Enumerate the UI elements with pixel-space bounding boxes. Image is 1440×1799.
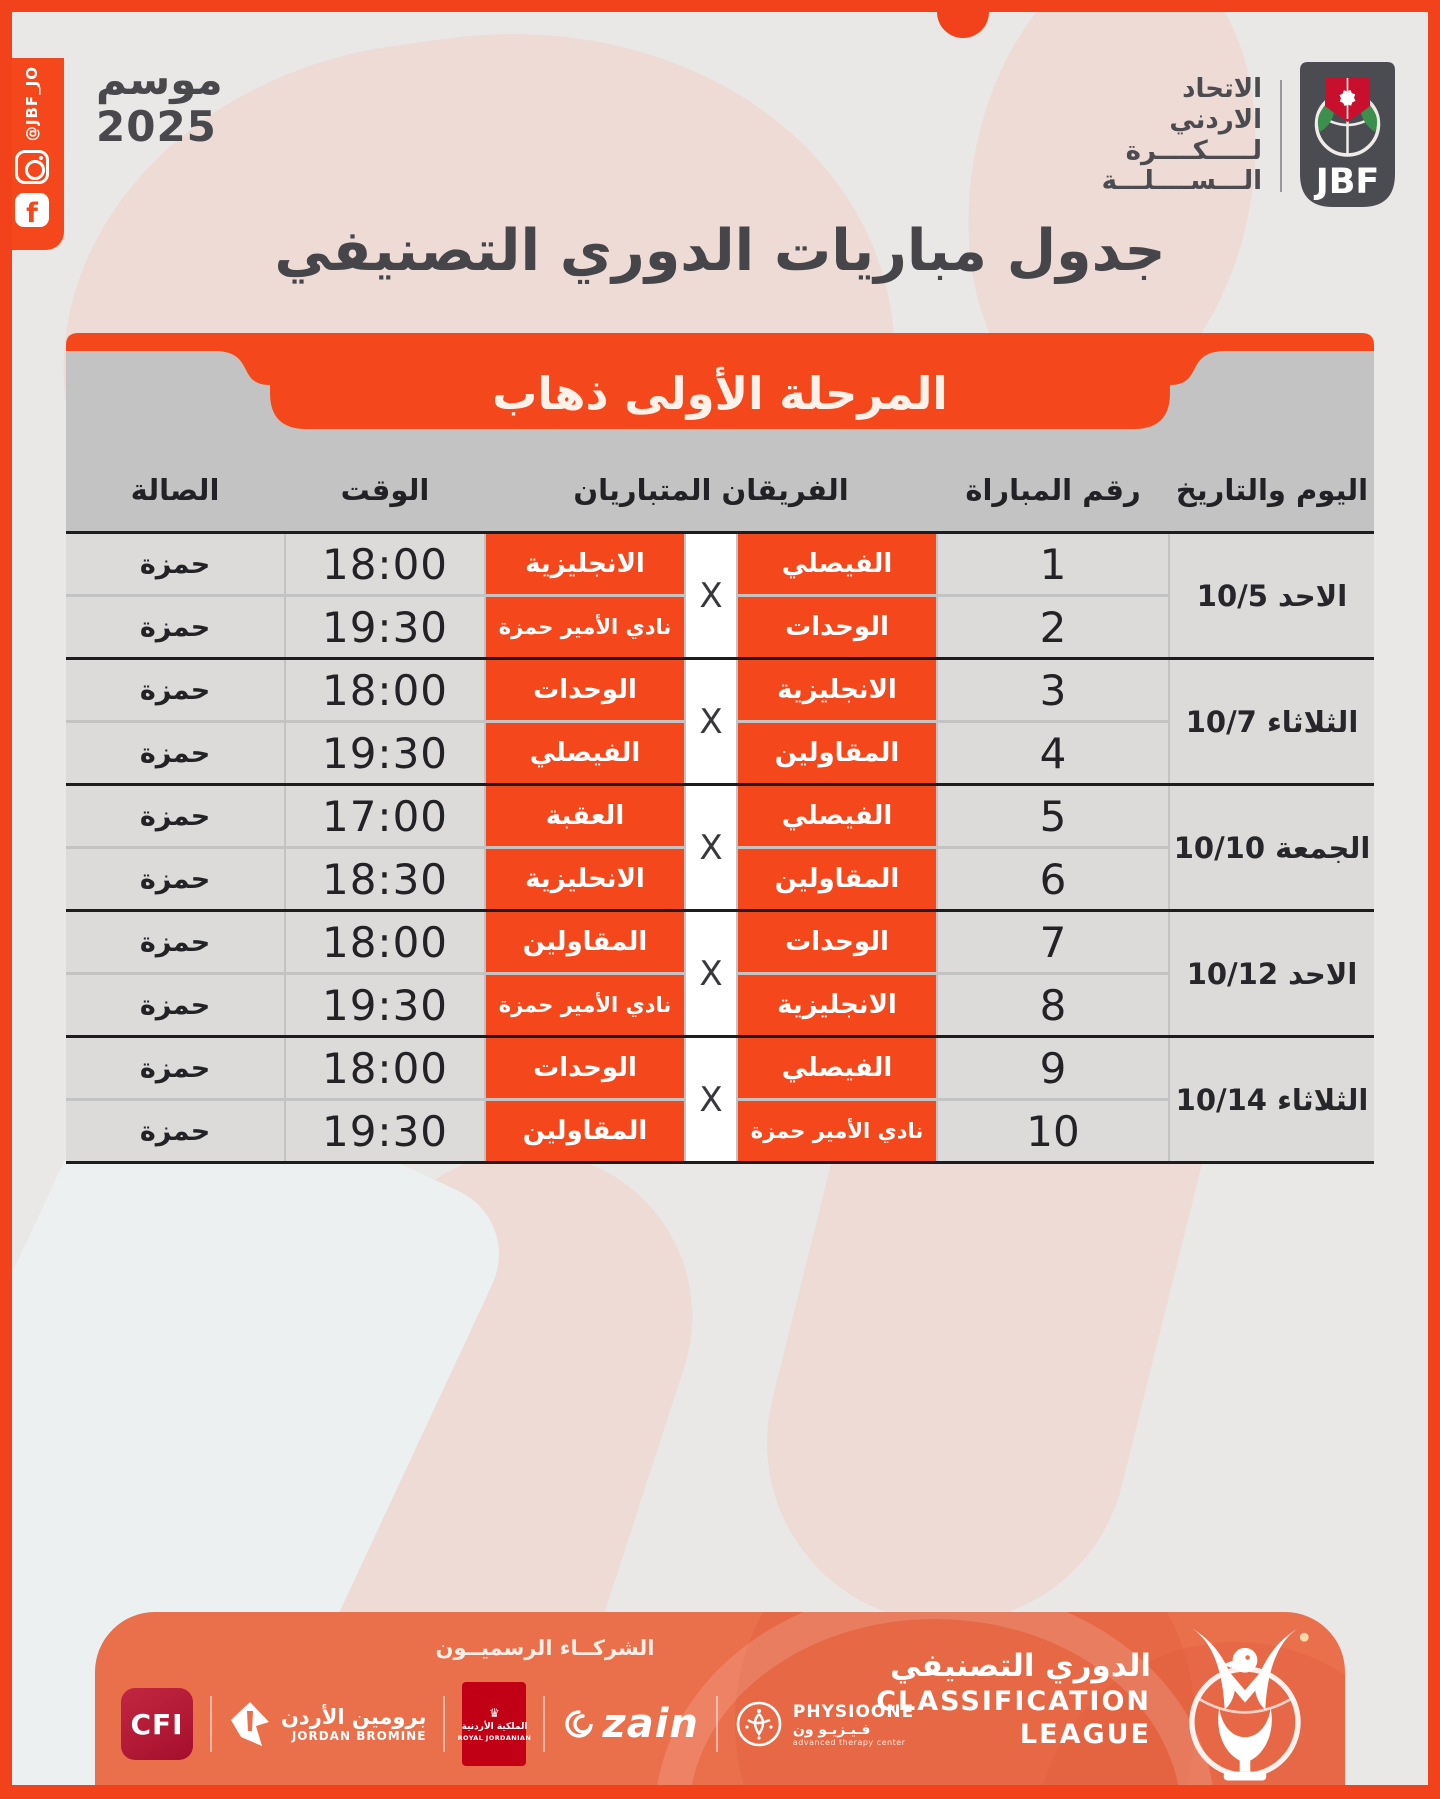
royal-jordanian-logo xyxy=(457,1682,532,1766)
league-trophy-icon xyxy=(1161,1616,1329,1784)
physioone-sub: advanced therapy center xyxy=(792,1737,906,1747)
team-left-cell: الفيصلي xyxy=(486,723,684,783)
team-right-cell: الفيصلي xyxy=(738,786,936,846)
hall-cell: حمزة xyxy=(66,1101,284,1161)
hall-cell: حمزة xyxy=(66,597,284,657)
team-left-cell: الانحليزية xyxy=(486,849,684,909)
date-group xyxy=(66,1035,1374,1164)
vs-cell: X xyxy=(686,1038,736,1161)
instagram-icon[interactable] xyxy=(15,150,49,184)
team-right-cell: الانجليزية xyxy=(738,660,936,720)
vs-cell: X xyxy=(686,786,736,909)
team-right-cell: المقاولين xyxy=(738,723,936,783)
divider xyxy=(210,1696,212,1752)
season-label: موسم xyxy=(96,55,223,104)
social-handle: @JBF_JO xyxy=(23,66,41,142)
team-left-cell: نادي الأمير حمزة xyxy=(486,975,684,1035)
time-cell: 18:00 xyxy=(286,534,484,594)
season-block xyxy=(96,56,223,150)
date-group xyxy=(66,909,1374,1035)
team-left-cell: نادي الأمير حمزة xyxy=(486,597,684,657)
cfi-logo: CFI xyxy=(121,1688,193,1760)
schedule-table xyxy=(66,351,1374,1163)
poster-inner xyxy=(12,12,1428,1785)
date-cell: الجمعة 10/10 xyxy=(1170,786,1374,909)
physioone-icon xyxy=(735,1700,783,1748)
league-name-en2: LEAGUE xyxy=(1019,1718,1151,1750)
time-cell: 18:30 xyxy=(286,849,484,909)
match-number-cell: 1 xyxy=(938,534,1168,594)
team-right-cell: الوحدات xyxy=(738,912,936,972)
col-header-match-no: رقم المباراة xyxy=(965,473,1141,507)
match-number-cell: 8 xyxy=(938,975,1168,1035)
royal-jordanian-ar: الملكية الأردنية xyxy=(461,1721,528,1731)
date-cell: الاحد 10/12 xyxy=(1170,912,1374,1035)
federation-name-line1: الاتحاد الاردني xyxy=(1169,74,1262,135)
team-right-cell: الفيصلي xyxy=(738,534,936,594)
federation-block xyxy=(1092,62,1395,209)
jordan-bromine-logo xyxy=(229,1701,426,1747)
time-cell: 17:00 xyxy=(286,786,484,846)
zain-logo xyxy=(562,1701,698,1747)
team-left-cell: الانجليزية xyxy=(486,534,684,594)
match-number-cell: 6 xyxy=(938,849,1168,909)
time-cell: 19:30 xyxy=(286,1101,484,1161)
hall-cell: حمزة xyxy=(66,534,284,594)
social-tab xyxy=(12,58,64,250)
decor-dot xyxy=(937,12,989,38)
hall-cell: حمزة xyxy=(66,912,284,972)
col-header-time: الوقت xyxy=(340,473,430,507)
team-right-cell: المقاولين xyxy=(738,849,936,909)
match-number-cell: 3 xyxy=(938,660,1168,720)
divider xyxy=(443,1696,445,1752)
team-left-cell: الوحدات xyxy=(486,1038,684,1098)
team-right-cell: الانجليزية xyxy=(738,975,936,1035)
date-cell: الثلاثاء 10/7 xyxy=(1170,660,1374,783)
time-cell: 19:30 xyxy=(286,723,484,783)
col-header-date: اليوم والتاريخ xyxy=(1175,473,1369,507)
team-left-cell: العقبة xyxy=(486,786,684,846)
team-right-cell: الوحدات xyxy=(738,597,936,657)
sponsors-row xyxy=(121,1674,914,1774)
divider xyxy=(1280,80,1282,192)
hall-cell: حمزة xyxy=(66,1038,284,1098)
date-group xyxy=(66,783,1374,909)
svg-text:JBF: JBF xyxy=(1315,162,1380,202)
league-name-en1: CLASSIFICATION xyxy=(876,1685,1151,1717)
league-name-ar: الدوري التصنيفي xyxy=(890,1648,1151,1685)
team-left-cell: المقاولين xyxy=(486,912,684,972)
vs-cell: X xyxy=(686,912,736,1035)
crown-icon: ♛ xyxy=(489,1705,500,1720)
hall-cell: حمزة xyxy=(66,786,284,846)
facebook-icon[interactable]: f xyxy=(15,193,49,227)
time-cell: 19:30 xyxy=(286,975,484,1035)
divider xyxy=(543,1696,545,1752)
official-partners-label: الشركــاء الرسميــون xyxy=(435,1636,655,1660)
date-group xyxy=(66,531,1374,657)
hall-cell: حمزة xyxy=(66,723,284,783)
date-group xyxy=(66,657,1374,783)
season-year: 2025 xyxy=(96,102,217,152)
match-number-cell: 2 xyxy=(938,597,1168,657)
classification-league-block xyxy=(876,1616,1329,1784)
match-number-cell: 7 xyxy=(938,912,1168,972)
jordan-bromine-en: JORDAN BROMINE xyxy=(291,1729,427,1743)
match-number-cell: 10 xyxy=(938,1101,1168,1161)
jbf-logo-icon xyxy=(1300,62,1395,209)
vs-cell: X xyxy=(686,534,736,657)
zain-wordmark: zain xyxy=(602,1701,699,1747)
match-number-cell: 4 xyxy=(938,723,1168,783)
federation-name-line2: لـــــكــــرة xyxy=(1125,135,1262,166)
team-right-cell: الفيصلي xyxy=(738,1038,936,1098)
jordan-bromine-ar: برومين الأردن xyxy=(281,1705,427,1729)
team-left-cell: الوحدات xyxy=(486,660,684,720)
date-cell: الاحد 10/5 xyxy=(1170,534,1374,657)
time-cell: 18:00 xyxy=(286,1038,484,1098)
page-title: جدول مباريات الدوري التصنيفي xyxy=(274,218,1166,284)
match-number-cell: 9 xyxy=(938,1038,1168,1098)
royal-jordanian-en: ROYAL JORDANIAN xyxy=(457,1733,532,1742)
team-right-cell: نادي الأمير حمزة xyxy=(738,1101,936,1161)
table-body xyxy=(66,531,1374,1164)
hall-cell: حمزة xyxy=(66,849,284,909)
federation-name-line3: الـــســــلـــة xyxy=(1101,166,1262,197)
stage-banner-label: المرحلة الأولى ذهاب xyxy=(492,367,948,420)
hall-cell: حمزة xyxy=(66,660,284,720)
jordan-bromine-icon xyxy=(229,1701,271,1747)
time-cell: 18:00 xyxy=(286,660,484,720)
col-header-hall: الصالة xyxy=(130,473,220,507)
divider xyxy=(716,1696,718,1752)
hall-cell: حمزة xyxy=(66,975,284,1035)
physioone-ar: فـيـزيـو ون xyxy=(792,1721,871,1738)
footer-bar xyxy=(95,1612,1345,1785)
match-number-cell: 5 xyxy=(938,786,1168,846)
federation-name xyxy=(1092,74,1262,197)
team-left-cell: المقاولين xyxy=(486,1101,684,1161)
time-cell: 18:00 xyxy=(286,912,484,972)
physioone-en: PHYSIOONE xyxy=(792,1701,915,1722)
date-cell: الثلاثاء 10/14 xyxy=(1170,1038,1374,1161)
vs-cell: X xyxy=(686,660,736,783)
zain-swirl-icon xyxy=(562,1707,596,1741)
col-header-teams: الفريقان المتباريان xyxy=(573,473,849,507)
time-cell: 19:30 xyxy=(286,597,484,657)
